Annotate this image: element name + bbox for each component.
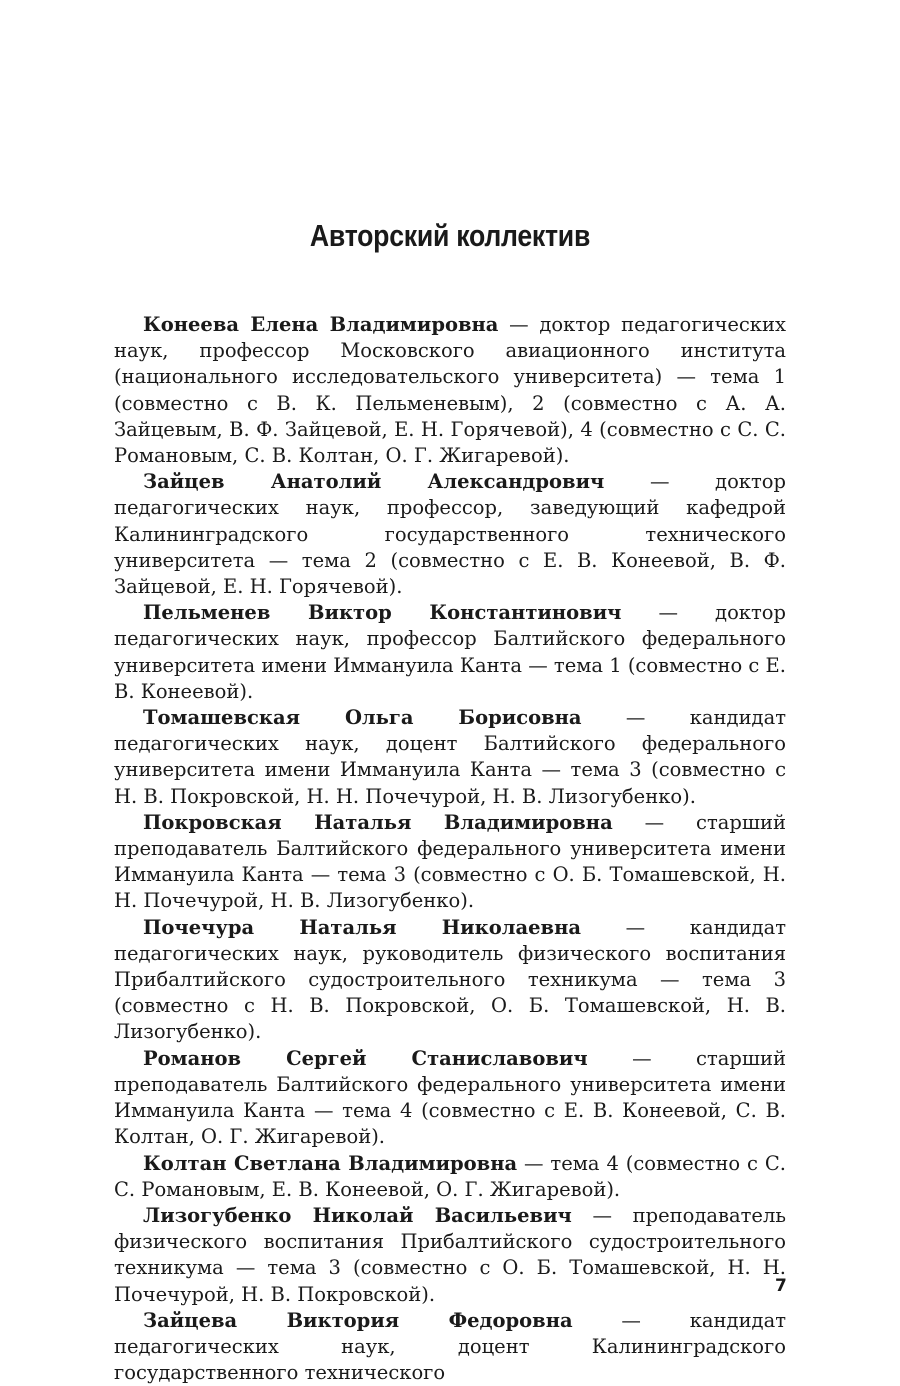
author-entry-zaitseva: [114, 1308, 786, 1386]
author-name: Зайцев Анатолий Александрович: [143, 470, 605, 494]
author-name: Лизогубенко Николай Васильевич: [143, 1203, 572, 1227]
author-description: — кандидат педагогических наук, руководитель физического воспитания Прибалтийского судостроительного техникума — тема 3 (совместно с Н. В. Покровской, О. Б. Томашевской, Н. В. Лизогубенко).: [114, 915, 786, 1044]
author-entry-koltan: [114, 1151, 786, 1203]
author-description: — старший преподаватель Балтийского федерального университета имени Иммануила Канта — тема 3 (совместно с О. Б. Томашевской, Н. Н. Почечурой, Н. В. Лизогубенко).: [114, 810, 787, 913]
author-description: — доктор педагогических наук, профессор Балтийского федерального университета имени Иммануила Канта — тема 1 (совместно с Е. В. Конеевой).: [114, 601, 787, 703]
author-entry-pochechura: [114, 915, 786, 1046]
author-entry-romanov: [114, 1046, 786, 1151]
page-title: Авторский коллектив: [309, 218, 591, 253]
author-entry-koneeva: [114, 312, 786, 469]
author-name: Пельменев Виктор Константинович: [143, 601, 622, 625]
author-description: — кандидат педагогических наук, доцент Балтийского федерального университета имени Иммануила Канта — тема 3 (совместно с Н. В. Покровской, Н. Н. Почечурой, Н. В. Лизогубенко).: [114, 706, 786, 808]
author-list: [114, 312, 786, 1386]
author-entry-pelmenev: [114, 600, 786, 705]
author-name: Конеева Елена Владимировна: [143, 313, 499, 336]
author-description: — старший преподаватель Балтийского федерального университета имени Иммануила Канта — тема 4 (совместно с Е. В. Конеевой, С. В. Колтан, О. Г. Жигаревой).: [114, 1046, 786, 1149]
author-entry-lizogubenko: [114, 1203, 786, 1308]
author-name: Покровская Наталья Владимировна: [143, 810, 613, 834]
author-name: Колтан Светлана Владимировна: [143, 1151, 518, 1175]
author-description: — доктор педагогических наук, профессор Московского авиационного института (национального исследовательского университета) — тема 1 (совместно с В. К. Пельменевым), 2 (совместно с А. А. Зайцевым, В. Ф. Зайцевой, Е. Н. Горячевой), 4 (совместно с С. С. Романовым, С. В. Колтан, О. Г. Жигаревой).: [114, 313, 786, 468]
author-entry-tomashevskaya: [114, 705, 786, 810]
author-name: Романов Сергей Станиславович: [143, 1046, 588, 1070]
author-name: Томашевская Ольга Борисовна: [143, 706, 582, 730]
author-entry-pokrovskaya: [114, 810, 786, 915]
author-description: — доктор педагогических наук, профессор, заведующий кафедрой Калининградского государственного технического университета — тема 2 (совместно с Е. В. Конеевой, В. Ф. Зайцевой, Е. Н. Горячевой).: [114, 470, 787, 599]
page-number: 7: [775, 1276, 787, 1296]
author-name: Зайцева Виктория Федоровна: [143, 1308, 573, 1332]
author-name: Почечура Наталья Николаевна: [143, 915, 581, 939]
author-description: — преподаватель физического воспитания Прибалтийского судостроительного техникума — тема 3 (совместно с О. Б. Томашевской, Н. Н. Почечурой, Н. В. Покровской).: [114, 1203, 786, 1306]
author-description: — тема 4 (совместно с С. С. Романовым, Е. В. Конеевой, О. Г. Жигаревой).: [114, 1151, 786, 1201]
author-entry-zaitsev: [114, 469, 786, 600]
author-description: — кандидат педагогических наук, доцент Калининградского государственного технического: [114, 1308, 786, 1385]
